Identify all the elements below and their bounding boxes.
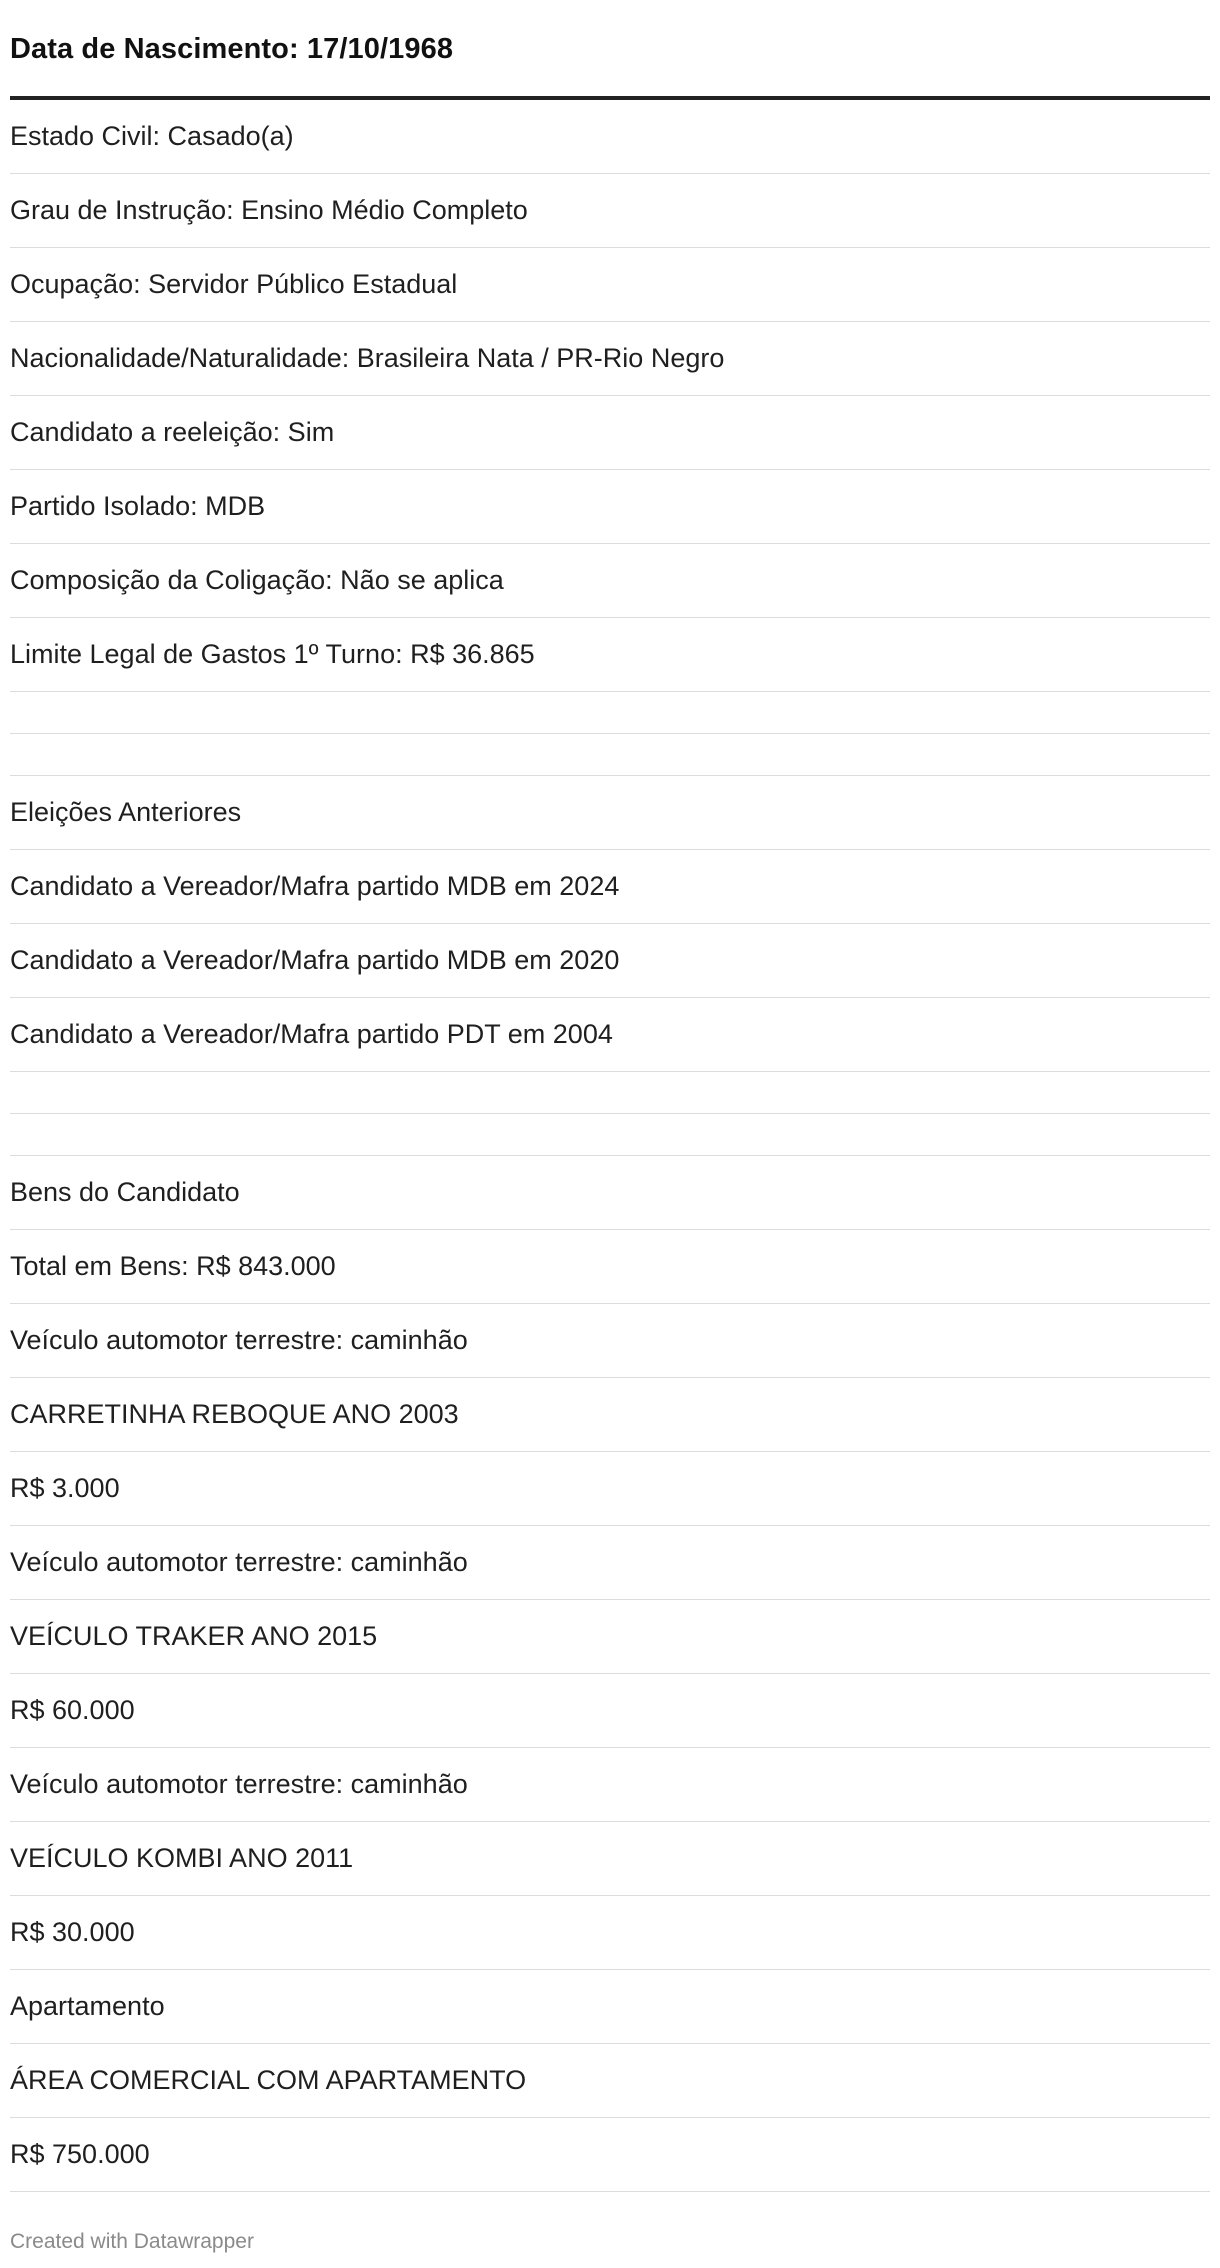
table-row-empty (10, 1072, 1210, 1114)
section-heading-assets: Bens do Candidato (10, 1156, 1210, 1230)
table-row: R$ 30.000 (10, 1896, 1210, 1970)
table-row: R$ 3.000 (10, 1452, 1210, 1526)
table-row: VEÍCULO TRAKER ANO 2015 (10, 1600, 1210, 1674)
table-row: Candidato a reeleição: Sim (10, 396, 1210, 470)
table-row: Grau de Instrução: Ensino Médio Completo (10, 174, 1210, 248)
table-row: CARRETINHA REBOQUE ANO 2003 (10, 1378, 1210, 1452)
table-header-title: Data de Nascimento: 17/10/1968 (10, 32, 454, 65)
section-heading-previous-elections: Eleições Anteriores (10, 776, 1210, 850)
table-row-empty (10, 1114, 1210, 1156)
table-row: R$ 60.000 (10, 1674, 1210, 1748)
table-row: R$ 750.000 (10, 2118, 1210, 2192)
table-row: ÁREA COMERCIAL COM APARTAMENTO (10, 2044, 1210, 2118)
table-row: Ocupação: Servidor Público Estadual (10, 248, 1210, 322)
table-row: Apartamento (10, 1970, 1210, 2044)
table-row: Candidato a Vereador/Mafra partido PDT em 2004 (10, 998, 1210, 1072)
table-row: VEÍCULO KOMBI ANO 2011 (10, 1822, 1210, 1896)
table-row: Total em Bens: R$ 843.000 (10, 1230, 1210, 1304)
table-row: Nacionalidade/Naturalidade: Brasileira Nata / PR-Rio Negro (10, 322, 1210, 396)
table-row: Limite Legal de Gastos 1º Turno: R$ 36.865 (10, 618, 1210, 692)
footer-credit: Created with Datawrapper (10, 2230, 254, 2253)
table-row: Veículo automotor terrestre: caminhão (10, 1304, 1210, 1378)
table-row: Candidato a Vereador/Mafra partido MDB em 2020 (10, 924, 1210, 998)
table-row: Partido Isolado: MDB (10, 470, 1210, 544)
table-row: Veículo automotor terrestre: caminhão (10, 1748, 1210, 1822)
table-row: Candidato a Vereador/Mafra partido MDB em 2024 (10, 850, 1210, 924)
table-row: Composição da Coligação: Não se aplica (10, 544, 1210, 618)
table-header (10, 0, 1210, 100)
table-row: Estado Civil: Casado(a) (10, 100, 1210, 174)
table-row-empty (10, 734, 1210, 776)
table-row-empty (10, 692, 1210, 734)
table-row: Veículo automotor terrestre: caminhão (10, 1526, 1210, 1600)
